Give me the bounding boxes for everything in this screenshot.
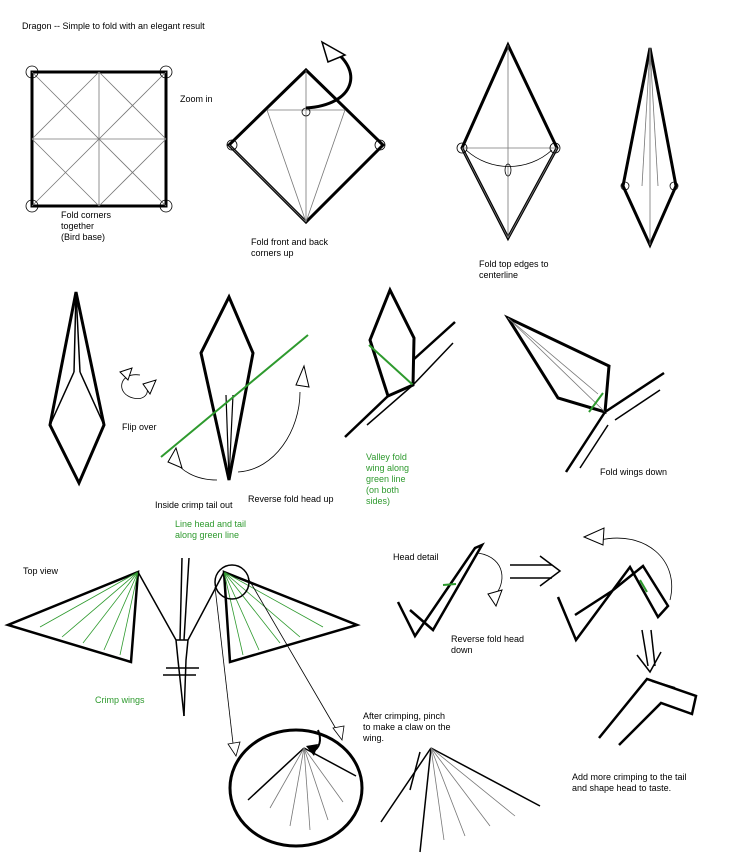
reverse-head-up-label: Reverse fold head up — [248, 494, 334, 504]
transition-arrow-icon — [510, 556, 560, 586]
top-view-label: Top view — [23, 566, 59, 576]
zoom-in-label: Zoom in — [180, 94, 213, 104]
line-head-tail-label: Line head and tail along green line — [175, 519, 247, 540]
head-detail-label: Head detail — [393, 552, 439, 562]
diagram-title: Dragon -- Simple to fold with an elegant result — [22, 21, 205, 31]
flip-over-arrow-icon — [120, 368, 156, 399]
inside-crimp-label: Inside crimp tail out — [155, 500, 233, 510]
valley-fold-label: Valley fold wing along green line (on both sides) — [366, 452, 410, 506]
fold-wings-down-label: Fold wings down — [600, 467, 668, 477]
down-arrow-icon — [637, 630, 661, 672]
step8-wings-down-diagram — [508, 318, 664, 472]
pinched-wing-diagram — [381, 748, 540, 852]
step4-kite-diagram — [621, 48, 678, 245]
claw-detail-diagram — [230, 730, 362, 846]
step3-bird-base-diagram — [457, 45, 560, 238]
step2-label: Fold front and back corners up — [251, 237, 329, 258]
step3-label: Fold top edges to centerline — [479, 259, 549, 280]
step5-narrow-kite-diagram — [50, 292, 104, 483]
step6-crimp-diagram — [161, 297, 309, 480]
step1-square-diagram — [26, 66, 172, 212]
step7-valley-fold-diagram — [345, 290, 455, 437]
step1-label: Fold corners together (Bird base) — [61, 210, 112, 242]
after-crimping-label: After crimping, pinch to make a claw on the wing. — [363, 711, 451, 743]
add-crimping-label: Add more crimping to the tail and shape head to taste. — [572, 772, 687, 793]
crimp-wings-label: Crimp wings — [95, 695, 145, 705]
reverse-head-down-label: Reverse fold head down — [451, 634, 525, 655]
flip-over-label: Flip over — [122, 422, 157, 432]
top-view-diagram — [8, 558, 357, 756]
step2-diamond-diagram — [227, 42, 385, 222]
